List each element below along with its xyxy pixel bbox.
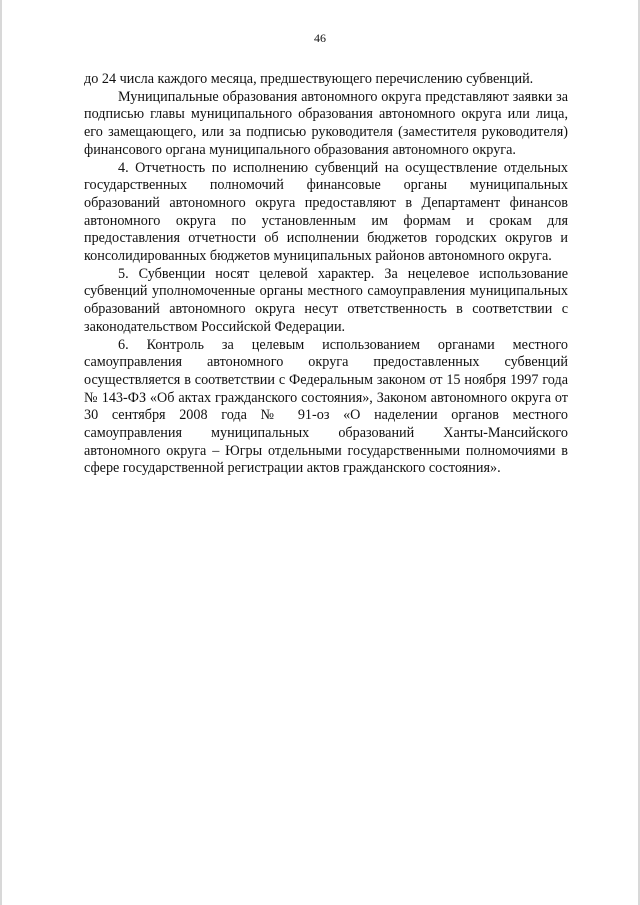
paragraph-continuation: до 24 числа каждого месяца, предшествующего перечислению субвенций. (84, 71, 534, 87)
paragraph-item-4-reporting: 4. Отчетность по исполнению субвенций на осуществление отдельных государственных полномочий финансовые органы муниципальных образований автономного округа предоставляют в Департамент финансов автономного округа по установленным им формам и срокам для предоставления отчетности об исполнении бюджетов городских округов и консолидированных бюджетов муниципальных районов автономного округа. (84, 159, 568, 265)
page-left-edge (0, 0, 2, 905)
paragraph-item-6-control: 6. Контроль за целевым использованием органами местного самоуправления автономного округа предоставленных субвенций осуществляется в соответствии с Федеральным законом от 15 ноября 1997 года № 143-ФЗ «Об актах гражданского состояния», Законом автономного округа от 30 сентября 2008 года № 91-оз «О наделении органов местного самоуправления муниципальных образований Ханты-Мансийского автономного округа – Югры отдельными государственными полномочиями в сфере государственной регистрации актов гражданского состояния». (84, 336, 568, 477)
paragraph-item-5-purpose: 5. Субвенции носят целевой характер. За нецелевое использование субвенций уполномоченные органы местного самоуправления муниципальных образований автономного округа несут ответственность в соответствии с законодательством Российской Федерации. (84, 265, 568, 335)
paragraph-applications: Муниципальные образования автономного округа представляют заявки за подписью главы муниципального образования автономного округа или лица, его замещающего, или за подписью руководителя (заместителя руководителя) финансового органа муниципального образования автономного округа. (84, 88, 568, 158)
document-body (84, 71, 568, 478)
page-number: 46 (314, 31, 326, 45)
